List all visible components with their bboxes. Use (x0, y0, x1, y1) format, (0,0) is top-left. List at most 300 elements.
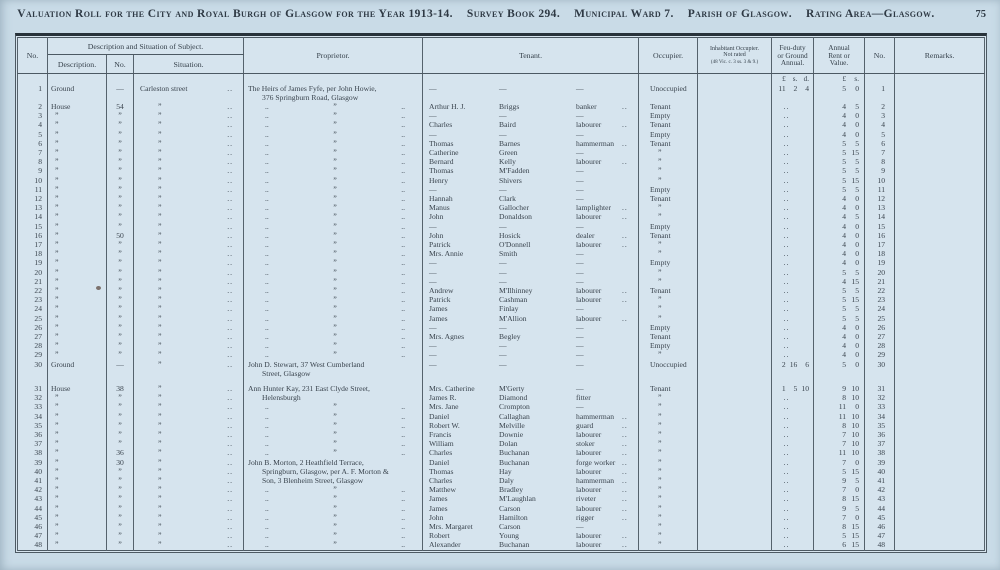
col-header-inhabitant-occupier: Inhabitant Occupier. Not rated (48 Vic. c. 3 ss. 3 & 9.) (698, 38, 772, 74)
description-text: ” (55, 350, 59, 360)
table-row (18, 84, 985, 102)
tenant-occupation: — (576, 402, 584, 412)
tenant-dots: .. (622, 313, 628, 323)
cell-entry-no-right: 29 (865, 350, 895, 359)
cell-inhabitant-occupier (698, 350, 772, 359)
table-row (18, 485, 985, 494)
cell-feu-duty (772, 360, 814, 378)
cell-occupier: ” (639, 504, 698, 513)
rent-pounds: 5 (842, 166, 847, 176)
situation-text: ” (158, 313, 162, 323)
cell-tenant (423, 176, 639, 185)
cell-tenant (423, 166, 639, 175)
cell-remarks (895, 212, 985, 221)
proprietor-ditto: .. ” .. (265, 184, 406, 194)
cell-entry-no: 47 (18, 531, 48, 540)
cell-entry-no: 26 (18, 323, 48, 332)
table-row (18, 166, 985, 175)
cell-annual-rent (814, 513, 865, 522)
tenant-occupation: labourer (576, 466, 602, 476)
cell-tenant (423, 494, 639, 503)
rent-shillings: 15 (851, 522, 860, 532)
cell-annual-rent (814, 360, 865, 378)
situation-dots: .. (227, 522, 234, 532)
cell-tenant (423, 485, 639, 494)
situation-text: ” (158, 384, 162, 393)
cell-inhabitant-occupier (698, 402, 772, 411)
cell-description (48, 203, 107, 212)
rent-pounds: 5 (842, 138, 847, 148)
cell-description (48, 212, 107, 221)
tenant-forename: — (429, 359, 437, 369)
description-text: ” (55, 267, 59, 277)
table-row (18, 378, 985, 393)
tenant-dots: .. (622, 476, 628, 486)
cell-tenant (423, 203, 639, 212)
description-text: ” (55, 522, 59, 532)
cell-tenant (423, 120, 639, 129)
cell-entry-no: 13 (18, 203, 48, 212)
cell-house-no: ” (107, 485, 134, 494)
situation-dots: .. (227, 221, 234, 231)
cell-tenant (423, 393, 639, 402)
tenant-dots: .. (622, 295, 628, 305)
cell-house-no: ” (107, 176, 134, 185)
cell-description (48, 120, 107, 129)
tenant-forename: Hannah (429, 193, 453, 203)
situation-text: ” (158, 359, 162, 369)
rent-shillings: 0 (855, 129, 860, 139)
cell-description (48, 332, 107, 341)
tenant-occupation: — (576, 221, 584, 231)
proprietor-ditto: .. ” .. (265, 430, 406, 440)
situation-dots: .. (227, 402, 234, 412)
cell-inhabitant-occupier (698, 430, 772, 439)
cell-feu-duty: .. (772, 341, 814, 350)
description-text: ” (55, 258, 59, 268)
tenant-surname: M'Allion (499, 313, 527, 323)
cell-remarks (895, 176, 985, 185)
tenant-dots: .. (622, 120, 628, 130)
description-text: ” (55, 411, 59, 421)
description-text: ” (55, 203, 59, 213)
tenant-dots: .. (622, 157, 628, 167)
feu-pounds: 11 (778, 83, 786, 93)
situation-dots: .. (227, 393, 234, 403)
cell-description (48, 531, 107, 540)
cell-situation (134, 240, 244, 249)
cell-proprietor (244, 185, 423, 194)
rent-pounds: 5 (842, 157, 847, 167)
cell-remarks (895, 314, 985, 323)
tenant-forename: Charles (429, 448, 453, 458)
table-row (18, 148, 985, 157)
cell-tenant (423, 194, 639, 203)
cell-tenant (423, 157, 639, 166)
tenant-occupation: — (576, 111, 584, 121)
cell-entry-no-right: 34 (865, 412, 895, 421)
cell-tenant (423, 332, 639, 341)
cell-entry-no-right: 48 (865, 540, 895, 550)
cell-entry-no: 3 (18, 111, 48, 120)
col-header-description-group: Description and Situation of Subject. (48, 38, 244, 55)
cell-feu-duty: .. (772, 332, 814, 341)
cell-description (48, 277, 107, 286)
cell-house-no: ” (107, 277, 134, 286)
cell-remarks (895, 258, 985, 267)
tenant-forename: James (429, 494, 448, 504)
cell-remarks (895, 148, 985, 157)
rent-shillings: 10 (851, 448, 860, 458)
cell-annual-rent (814, 231, 865, 240)
cell-tenant (423, 513, 639, 522)
cell-annual-rent (814, 341, 865, 350)
tenant-dots (622, 360, 638, 369)
rent-pounds: 7 (842, 512, 847, 522)
tenant-surname: — (499, 83, 507, 93)
cell-inhabitant-occupier (698, 531, 772, 540)
cell-entry-no: 39 (18, 458, 48, 467)
cell-tenant (423, 439, 639, 448)
cell-proprietor (244, 421, 423, 430)
cell-occupier: ” (639, 458, 698, 467)
cell-occupier: ” (639, 430, 698, 439)
cell-proprietor (244, 295, 423, 304)
cell-inhabitant-occupier (698, 277, 772, 286)
cell-description (48, 111, 107, 120)
tenant-surname: — (499, 350, 507, 360)
cell-remarks (895, 139, 985, 148)
tenant-surname: Hamilton (499, 512, 528, 522)
cell-inhabitant-occupier (698, 258, 772, 267)
rent-pounds: 11 (838, 448, 847, 458)
cell-entry-no: 11 (18, 185, 48, 194)
cell-remarks (895, 130, 985, 139)
cell-description (48, 139, 107, 148)
feu-pounds: 2 (781, 359, 786, 369)
rent-shillings: 5 (855, 157, 860, 167)
description-text: ” (55, 295, 59, 305)
cell-situation (134, 531, 244, 540)
cell-remarks (895, 166, 985, 175)
cell-situation (134, 120, 244, 129)
cell-feu-duty: .. (772, 139, 814, 148)
proprietor-ditto: .. ” .. (265, 111, 406, 121)
cell-house-no: ” (107, 412, 134, 421)
tenant-forename: — (429, 322, 437, 332)
cell-description (48, 341, 107, 350)
cell-house-no: ” (107, 350, 134, 359)
cell-entry-no-right: 18 (865, 249, 895, 258)
tenant-forename: — (429, 83, 437, 93)
tenant-forename: James R. (429, 393, 457, 403)
rent-pounds: 4 (842, 249, 847, 259)
cell-occupier: Unoccupied (639, 84, 698, 102)
situation-dots: .. (227, 147, 234, 157)
cell-inhabitant-occupier (698, 84, 772, 102)
cell-house-no: ” (107, 212, 134, 221)
cell-tenant (423, 139, 639, 148)
cell-annual-rent (814, 378, 865, 393)
cell-inhabitant-occupier (698, 166, 772, 175)
cell-proprietor (244, 203, 423, 212)
tenant-occupation: labourer (576, 503, 602, 513)
description-text: ” (55, 239, 59, 249)
cell-tenant (423, 467, 639, 476)
cell-proprietor (244, 258, 423, 267)
cell-entry-no: 19 (18, 258, 48, 267)
cell-annual-rent (814, 249, 865, 258)
cell-situation (134, 350, 244, 359)
cell-inhabitant-occupier (698, 412, 772, 421)
tenant-forename: Catherine (429, 147, 459, 157)
proprietor-line: John D. Stewart, 37 West Cumberland (248, 359, 365, 369)
situation-text: ” (158, 322, 162, 332)
cell-situation (134, 439, 244, 448)
cell-description (48, 485, 107, 494)
cell-description (48, 249, 107, 258)
rent-shillings: 0 (855, 350, 860, 360)
description-text: ” (55, 166, 59, 176)
cell-entry-no-right: 20 (865, 268, 895, 277)
cell-remarks (895, 476, 985, 485)
tenant-forename: Mrs. Agnes (429, 331, 465, 341)
cell-house-no: ” (107, 341, 134, 350)
cell-house-no: ” (107, 421, 134, 430)
rent-pounds: 4 (842, 331, 847, 341)
tenant-dots (622, 130, 638, 139)
situation-text: ” (158, 101, 162, 111)
description-text: ” (55, 193, 59, 203)
cell-entry-no: 25 (18, 314, 48, 323)
cell-entry-no-right: 27 (865, 332, 895, 341)
proprietor-ditto: .. ” .. (265, 276, 406, 286)
cell-proprietor (244, 176, 423, 185)
cell-entry-no-right: 40 (865, 467, 895, 476)
tenant-surname: Downie (499, 430, 524, 440)
rent-shillings: 0 (855, 249, 860, 259)
proprietor-ditto: .. ” .. (265, 147, 406, 157)
proprietor-ditto: .. ” .. (265, 531, 406, 541)
cell-situation (134, 494, 244, 503)
proprietor-ditto: .. ” .. (265, 267, 406, 277)
description-text: ” (55, 221, 59, 231)
cell-proprietor (244, 157, 423, 166)
cell-annual-rent (814, 439, 865, 448)
cell-annual-rent (814, 111, 865, 120)
rent-shillings: 5 (855, 138, 860, 148)
tenant-dots: .. (622, 203, 628, 213)
tenant-surname: — (499, 359, 507, 369)
cell-entry-no: 21 (18, 277, 48, 286)
cell-inhabitant-occupier (698, 332, 772, 341)
cell-annual-rent (814, 240, 865, 249)
cell-proprietor (244, 212, 423, 221)
proprietor-ditto: .. ” .. (265, 258, 406, 268)
tenant-surname: O'Donnell (499, 239, 531, 249)
cell-occupier: ” (639, 513, 698, 522)
cell-tenant (423, 540, 639, 550)
cell-house-no: ” (107, 467, 134, 476)
rent-shillings: 5 (855, 212, 860, 222)
tenant-occupation: labourer (576, 295, 602, 305)
situation-dots: .. (227, 304, 234, 314)
rent-pounds: 5 (842, 313, 847, 323)
cell-occupier: ” (639, 166, 698, 175)
situation-text: ” (158, 157, 162, 167)
cell-situation (134, 448, 244, 457)
tenant-forename: John (429, 230, 444, 240)
description-text: ” (55, 393, 59, 403)
cell-house-no: ” (107, 249, 134, 258)
description-text: ” (55, 175, 59, 185)
tenant-surname: M'Gerty (499, 384, 525, 393)
tenant-dots (622, 222, 638, 231)
cell-situation (134, 148, 244, 157)
tenant-occupation: — (576, 175, 584, 185)
table-row (18, 439, 985, 448)
cell-entry-no: 46 (18, 522, 48, 531)
cell-situation (134, 314, 244, 323)
tenant-surname: Buchanan (499, 540, 530, 550)
cell-situation (134, 286, 244, 295)
cell-remarks (895, 157, 985, 166)
cell-house-no: 30 (107, 458, 134, 467)
cell-occupier: Tenant (639, 194, 698, 203)
cell-feu-duty (772, 378, 814, 393)
tenant-occupation: hammerman (576, 138, 614, 148)
cell-occupier: Empty (639, 323, 698, 332)
cell-tenant (423, 240, 639, 249)
tenant-dots (622, 402, 638, 411)
rent-pounds: 4 (842, 212, 847, 222)
cell-entry-no-right: 15 (865, 222, 895, 231)
cell-entry-no-right: 30 (865, 360, 895, 378)
cell-remarks (895, 522, 985, 531)
cell-feu-duty: .. (772, 268, 814, 277)
description-text: ” (55, 402, 59, 412)
tenant-forename: Robert (429, 531, 450, 541)
cell-remarks (895, 332, 985, 341)
cell-entry-no-right: 44 (865, 504, 895, 513)
tenant-forename: Daniel (429, 411, 450, 421)
title-segment: Municipal Ward 7. (574, 8, 674, 20)
cell-house-no: 36 (107, 448, 134, 457)
cell-entry-no: 24 (18, 304, 48, 313)
cell-situation (134, 522, 244, 531)
rent-pounds: 4 (842, 129, 847, 139)
situation-dots: .. (227, 322, 234, 332)
cell-remarks (895, 185, 985, 194)
cell-entry-no: 36 (18, 430, 48, 439)
situation-dots: .. (227, 138, 234, 148)
tenant-forename: John (429, 212, 444, 222)
cell-situation (134, 360, 244, 378)
cell-annual-rent (814, 130, 865, 139)
proprietor-line: Springburn, Glasgow, per A. F. Morton & (262, 466, 389, 476)
tenant-forename: — (429, 350, 437, 360)
cell-house-no: ” (107, 402, 134, 411)
situation-dots: .. (227, 111, 234, 121)
feu-pence: 4 (805, 83, 810, 93)
rent-pounds: 8 (842, 393, 847, 403)
cell-situation (134, 268, 244, 277)
tenant-forename: Bernard (429, 157, 454, 167)
cell-tenant (423, 314, 639, 323)
cell-feu-duty: .. (772, 448, 814, 457)
tenant-occupation: riveter (576, 494, 596, 504)
cell-entry-no: 14 (18, 212, 48, 221)
tenant-dots: .. (622, 101, 628, 111)
cell-feu-duty: .. (772, 194, 814, 203)
tenant-surname: Donaldson (499, 212, 532, 222)
cell-inhabitant-occupier (698, 360, 772, 378)
tenant-forename: James (429, 304, 448, 314)
situation-dots: .. (227, 331, 234, 341)
table-row (18, 120, 985, 129)
rent-pounds: 5 (842, 295, 847, 305)
cell-occupier: Tenant (639, 286, 698, 295)
tenant-surname: Cashman (499, 295, 528, 305)
tenant-dots: .. (622, 485, 628, 495)
cell-inhabitant-occupier (698, 314, 772, 323)
proprietor-ditto: .. ” .. (265, 512, 406, 522)
tenant-forename: Manus (429, 203, 450, 213)
cell-situation (134, 485, 244, 494)
tenant-dots: .. (622, 494, 628, 504)
cell-occupier: ” (639, 148, 698, 157)
cell-tenant (423, 222, 639, 231)
table-row (18, 203, 985, 212)
cell-entry-no-right: 32 (865, 393, 895, 402)
situation-dots: .. (227, 249, 234, 259)
cell-house-no: — (107, 360, 134, 378)
cell-proprietor (244, 286, 423, 295)
cell-annual-rent (814, 277, 865, 286)
cell-entry-no-right: 21 (865, 277, 895, 286)
cell-proprietor (244, 378, 423, 393)
tenant-dots (622, 393, 638, 402)
cell-feu-duty: .. (772, 304, 814, 313)
cell-occupier: Tenant (639, 120, 698, 129)
cell-description (48, 467, 107, 476)
cell-tenant (423, 231, 639, 240)
description-text: ” (55, 138, 59, 148)
cell-entry-no-right: 2 (865, 102, 895, 111)
cell-proprietor (244, 494, 423, 503)
situation-dots: .. (227, 313, 234, 323)
cell-house-no: ” (107, 268, 134, 277)
cell-description (48, 504, 107, 513)
cell-entry-no-right: 23 (865, 295, 895, 304)
cell-entry-no-right: 46 (865, 522, 895, 531)
cell-entry-no-right: 39 (865, 458, 895, 467)
cell-entry-no: 15 (18, 222, 48, 231)
cell-entry-no-right: 11 (865, 185, 895, 194)
rent-shillings: 15 (851, 540, 860, 550)
description-text: ” (55, 503, 59, 513)
tenant-dots: .. (622, 503, 628, 513)
cell-feu-duty: .. (772, 249, 814, 258)
cell-description (48, 157, 107, 166)
proprietor-ditto: .. ” .. (265, 322, 406, 332)
cell-situation (134, 157, 244, 166)
cell-annual-rent (814, 157, 865, 166)
tenant-surname: Kelly (499, 157, 516, 167)
cell-entry-no-right: 3 (865, 111, 895, 120)
cell-entry-no-right: 22 (865, 286, 895, 295)
rent-pounds: 5 (842, 466, 847, 476)
